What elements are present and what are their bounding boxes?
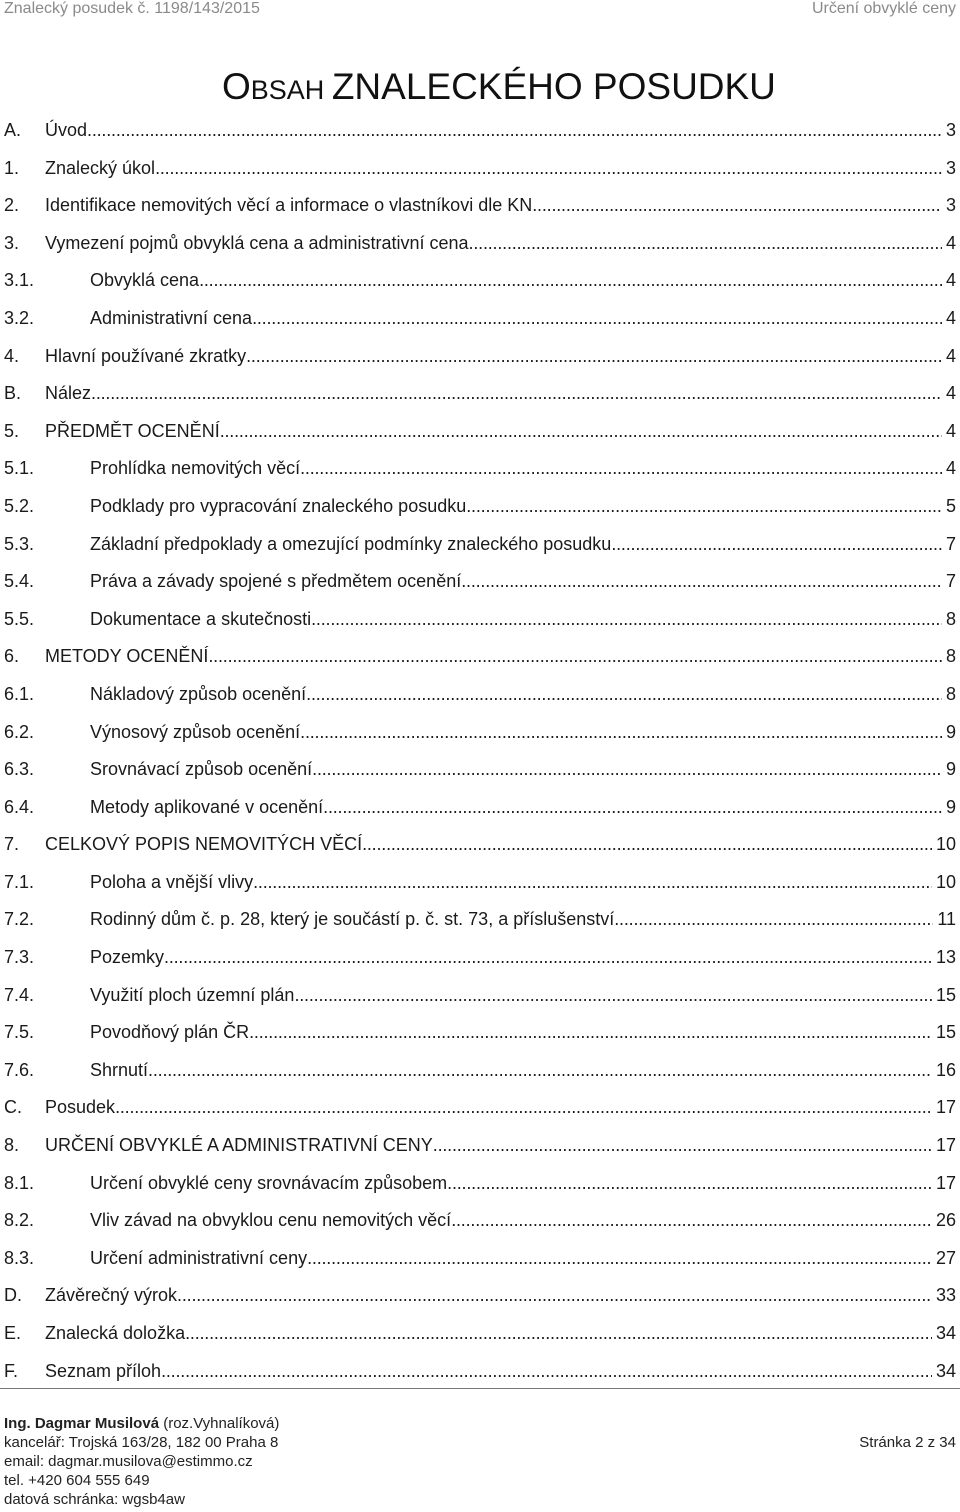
toc-dot-leader bbox=[208, 638, 942, 676]
title-small-caps: BSAH bbox=[250, 75, 332, 105]
toc-entry-line bbox=[90, 1165, 956, 1203]
toc-entry-number: 5.5. bbox=[4, 608, 35, 629]
toc-dot-leader bbox=[87, 112, 942, 150]
toc-entry-number: 7.4. bbox=[4, 984, 35, 1005]
toc-dot-leader bbox=[362, 826, 932, 864]
toc-dot-leader bbox=[300, 714, 942, 752]
toc-entry[interactable] bbox=[0, 751, 960, 789]
toc-entry-number: 4. bbox=[4, 345, 20, 366]
toc-entry-number: 7.5. bbox=[4, 1022, 35, 1043]
toc-entry-number: A. bbox=[4, 120, 22, 140]
toc-page-number: 15 bbox=[935, 984, 956, 1005]
toc-entry-line bbox=[90, 601, 956, 639]
toc-page-number: 16 bbox=[935, 1059, 956, 1080]
toc-page-number: 26 bbox=[935, 1210, 956, 1231]
toc-entry-number: F. bbox=[4, 1360, 19, 1381]
toc-entry-line bbox=[45, 1127, 956, 1165]
toc-entry-title: Metody aplikované v ocenění bbox=[90, 796, 324, 817]
toc-page-number: 8 bbox=[945, 646, 956, 667]
toc-page-number: 3 bbox=[945, 120, 956, 140]
toc-dot-leader bbox=[246, 338, 942, 376]
toc-entry-number: 2. bbox=[4, 195, 20, 216]
toc-entry[interactable] bbox=[0, 112, 960, 150]
toc-entry-line bbox=[90, 939, 956, 977]
toc-page-number: 4 bbox=[945, 420, 956, 441]
toc-entry-line bbox=[90, 1014, 956, 1052]
toc-page-number: 15 bbox=[935, 1022, 956, 1043]
toc-entry-line bbox=[90, 262, 956, 300]
toc-dot-leader bbox=[249, 1014, 932, 1052]
toc-dot-leader bbox=[447, 1165, 932, 1203]
toc-entry-number: 5.2. bbox=[4, 495, 35, 516]
toc-entry[interactable] bbox=[0, 150, 960, 188]
toc-entry[interactable] bbox=[0, 1165, 960, 1203]
toc-entry-line bbox=[90, 751, 956, 789]
toc-entry-number: 6.1. bbox=[4, 683, 35, 704]
toc-dot-leader bbox=[185, 1315, 932, 1353]
toc-entry-title: CELKOVÝ POPIS NEMOVITÝCH VĚCÍ bbox=[45, 834, 363, 855]
toc-entry-title: Poloha a vnější vlivy bbox=[90, 871, 254, 892]
toc-page-number: 3 bbox=[945, 157, 956, 178]
toc-entry-title: Dokumentace a skutečnosti bbox=[90, 608, 312, 629]
toc-entry-line bbox=[45, 150, 956, 188]
toc-entry[interactable] bbox=[0, 826, 960, 864]
toc-entry-title: Povodňový plán ČR bbox=[90, 1022, 250, 1043]
toc-dot-leader bbox=[312, 751, 942, 789]
toc-page-number: 5 bbox=[945, 495, 956, 516]
header-document-id: Znalecký posudek č. 1198/143/2015 bbox=[4, 0, 260, 17]
toc-entry-line bbox=[45, 413, 956, 451]
toc-entry-number: 6.4. bbox=[4, 796, 35, 817]
toc-entry-title: Vymezení pojmů obvyklá cena a administrativní cena bbox=[45, 232, 469, 253]
toc-dot-leader bbox=[461, 563, 942, 601]
toc-entry-line bbox=[45, 187, 956, 225]
toc-entry-title: Prohlídka nemovitých věcí bbox=[90, 458, 301, 479]
toc-entry-number: 7.6. bbox=[4, 1059, 35, 1080]
toc-page-number: 9 bbox=[945, 796, 956, 817]
toc-entry-title: Hlavní používané zkratky bbox=[45, 345, 247, 366]
toc-entry[interactable] bbox=[0, 676, 960, 714]
toc-page-number: 13 bbox=[935, 947, 956, 968]
toc-page-number: 4 bbox=[945, 458, 956, 479]
toc-page-number: 4 bbox=[945, 383, 956, 404]
toc-entry-number: 8.3. bbox=[4, 1247, 35, 1268]
page-number: Stránka 2 z 34 bbox=[859, 1434, 956, 1451]
toc-entry-line bbox=[45, 112, 956, 150]
toc-entry[interactable] bbox=[0, 638, 960, 676]
toc-dot-leader bbox=[611, 526, 942, 564]
toc-dot-leader bbox=[466, 488, 942, 526]
toc-dot-leader bbox=[115, 1089, 932, 1127]
toc-entry-title: Nákladový způsob ocenění bbox=[90, 683, 307, 704]
toc-entry-number: 5.1. bbox=[4, 458, 35, 479]
toc-entry[interactable] bbox=[0, 1014, 960, 1052]
toc-entry[interactable] bbox=[0, 225, 960, 263]
toc-entry-number: 6.2. bbox=[4, 721, 35, 742]
toc-dot-leader bbox=[451, 1202, 932, 1240]
toc-entry-line bbox=[90, 450, 956, 488]
author-maiden-name: (roz.Vyhnalíková) bbox=[163, 1415, 280, 1432]
toc-entry-line bbox=[45, 338, 956, 376]
toc-entry[interactable] bbox=[0, 375, 960, 413]
toc-page-number: 9 bbox=[945, 721, 956, 742]
toc-entry-title: Nález bbox=[45, 383, 92, 404]
toc-entry-number: 7.2. bbox=[4, 909, 35, 930]
toc-dot-leader bbox=[614, 901, 933, 939]
toc-page-number: 4 bbox=[945, 270, 956, 291]
toc-entry[interactable] bbox=[0, 1202, 960, 1240]
toc-entry[interactable] bbox=[0, 488, 960, 526]
toc-entry-title: Shrnutí bbox=[90, 1059, 149, 1080]
toc-entry-title: Určení obvyklé ceny srovnávacím způsobem bbox=[90, 1172, 448, 1193]
toc-entry[interactable] bbox=[0, 526, 960, 564]
toc-dot-leader bbox=[177, 1277, 932, 1315]
toc-entry-line bbox=[45, 638, 956, 676]
toc-entry-title: Posudek bbox=[45, 1097, 116, 1118]
toc-page-number: 3 bbox=[945, 195, 956, 216]
toc-entry-line bbox=[90, 789, 956, 827]
toc-dot-leader bbox=[469, 225, 942, 263]
toc-entry-line bbox=[90, 488, 956, 526]
toc-page-number: 34 bbox=[935, 1323, 956, 1343]
data-box: datová schránka: wgsb4aw bbox=[4, 1491, 185, 1508]
toc-dot-leader bbox=[252, 300, 942, 338]
toc-entry-title: METODY OCENĚNÍ bbox=[45, 646, 209, 667]
toc-page-number: 10 bbox=[935, 871, 956, 892]
toc-entry-line bbox=[90, 676, 956, 714]
toc-dot-leader bbox=[199, 262, 942, 300]
toc-entry-number: 1. bbox=[4, 157, 20, 178]
toc-dot-leader bbox=[532, 187, 942, 225]
toc-entry[interactable] bbox=[0, 1240, 960, 1278]
toc-entry-number: 6. bbox=[4, 646, 20, 667]
toc-entry[interactable] bbox=[0, 939, 960, 977]
toc-page-number: 8 bbox=[945, 608, 956, 629]
toc-page-number: 33 bbox=[935, 1285, 956, 1306]
toc-entry-line bbox=[90, 300, 956, 338]
toc-entry-title: Práva a závady spojené s předmětem ocenění bbox=[90, 571, 462, 592]
toc-entry[interactable] bbox=[0, 1353, 960, 1391]
toc-entry-number: 8.2. bbox=[4, 1210, 35, 1231]
header-section-title: Určení obvyklé ceny bbox=[811, 0, 956, 17]
toc-entry-title: Seznam příloh bbox=[45, 1360, 162, 1381]
toc-dot-leader bbox=[323, 789, 942, 827]
toc-entry-line bbox=[45, 375, 956, 413]
toc-entry-line bbox=[45, 1315, 956, 1353]
toc-entry-title: Základní předpoklady a omezující podmínky znaleckého posudku bbox=[90, 533, 612, 554]
page-footer bbox=[4, 1414, 279, 1509]
toc-entry-title: Administrativní cena bbox=[90, 307, 253, 328]
toc-page-number: 10 bbox=[935, 834, 956, 855]
toc-entry[interactable] bbox=[0, 450, 960, 488]
toc-entry[interactable] bbox=[0, 187, 960, 225]
toc-entry-number: 7.1. bbox=[4, 871, 35, 892]
toc-entry-line bbox=[45, 1089, 956, 1127]
toc-entry[interactable] bbox=[0, 601, 960, 639]
toc-entry-number: 7.3. bbox=[4, 947, 35, 968]
toc-entry-number: B. bbox=[4, 383, 22, 404]
toc-entry-title: Úvod bbox=[45, 120, 88, 140]
toc-page-number: 4 bbox=[945, 307, 956, 328]
toc-entry-number: 5.4. bbox=[4, 571, 35, 592]
toc-page-number: 8 bbox=[945, 683, 956, 704]
toc-entry-number: 7. bbox=[4, 834, 20, 855]
toc-page-number: 9 bbox=[945, 759, 956, 780]
toc-entry[interactable] bbox=[0, 714, 960, 752]
toc-entry-title: Určení administrativní ceny bbox=[90, 1247, 308, 1268]
contact-phone: tel. +420 604 555 649 bbox=[4, 1472, 150, 1489]
toc-entry-title: Znalecký úkol bbox=[45, 157, 156, 178]
toc-entry-title: URČENÍ OBVYKLÉ A ADMINISTRATIVNÍ CENY bbox=[45, 1135, 433, 1156]
toc-entry-number: C. bbox=[4, 1097, 22, 1118]
toc-page-number: 27 bbox=[935, 1247, 956, 1268]
office-address: kancelář: Trojská 163/28, 182 00 Praha 8 bbox=[4, 1434, 279, 1451]
toc-dot-leader bbox=[155, 150, 942, 188]
toc-page-number: 17 bbox=[935, 1097, 956, 1118]
toc-dot-leader bbox=[433, 1127, 932, 1165]
toc-entry-title: Rodinný dům č. p. 28, který je součástí p. č. st. 73, a příslušenství bbox=[90, 909, 615, 930]
toc-entry[interactable] bbox=[0, 262, 960, 300]
toc-dot-leader bbox=[306, 676, 942, 714]
toc-entry[interactable] bbox=[0, 1315, 960, 1353]
toc-entry-line bbox=[90, 526, 956, 564]
toc-entry-title: Podklady pro vypracování znaleckého posudku bbox=[90, 495, 467, 516]
toc-page-number: 34 bbox=[935, 1360, 956, 1381]
toc-entry-line bbox=[90, 864, 956, 902]
toc-entry[interactable] bbox=[0, 413, 960, 451]
toc-entry-title: Vliv závad na obvyklou cenu nemovitých věcí bbox=[90, 1210, 452, 1231]
toc-entry[interactable] bbox=[0, 1052, 960, 1090]
toc-entry-line bbox=[45, 1277, 956, 1315]
toc-page-number: 17 bbox=[935, 1172, 956, 1193]
author-name: Ing. Dagmar Musilová bbox=[4, 1415, 160, 1432]
contact-email: email: dagmar.musilova@estimmo.cz bbox=[4, 1453, 253, 1470]
toc-entry[interactable] bbox=[0, 1277, 960, 1315]
toc-entry-title: Výnosový způsob ocenění bbox=[90, 721, 301, 742]
toc-dot-leader bbox=[307, 1240, 932, 1278]
toc-entry[interactable] bbox=[0, 1127, 960, 1165]
toc-dot-leader bbox=[311, 601, 942, 639]
toc-entry-title: PŘEDMĚT OCENĚNÍ bbox=[45, 420, 220, 441]
toc-dot-leader bbox=[164, 939, 932, 977]
toc-dot-leader bbox=[294, 977, 932, 1015]
toc-entry[interactable] bbox=[0, 977, 960, 1015]
toc-entry-line bbox=[90, 1052, 956, 1090]
toc-dot-leader bbox=[300, 450, 942, 488]
toc-entry[interactable] bbox=[0, 789, 960, 827]
toc-entry-line bbox=[90, 977, 956, 1015]
toc-page-number: 4 bbox=[945, 232, 956, 253]
toc-dot-leader bbox=[220, 413, 942, 451]
toc-entry[interactable] bbox=[0, 1089, 960, 1127]
page-title bbox=[222, 66, 776, 108]
toc-entry[interactable] bbox=[0, 563, 960, 601]
toc-page-number: 11 bbox=[937, 909, 956, 930]
toc-entry-number: 3. bbox=[4, 232, 20, 253]
title-lead-letter: O bbox=[222, 66, 251, 107]
toc-entry-number: 6.3. bbox=[4, 759, 35, 780]
toc-entry-title: Znalecká doložka bbox=[45, 1323, 186, 1343]
toc-entry-line bbox=[45, 826, 956, 864]
toc-entry[interactable] bbox=[0, 901, 960, 939]
toc-entry-title: Závěrečný výrok bbox=[45, 1285, 178, 1306]
toc-entry-number: E. bbox=[4, 1323, 22, 1343]
toc-page-number: 7 bbox=[945, 533, 956, 554]
title-main: ZNALECKÉHO POSUDKU bbox=[331, 66, 776, 107]
toc-entry-number: 3.1. bbox=[4, 270, 35, 291]
toc-entry-number: 8. bbox=[4, 1135, 20, 1156]
toc-entry-line bbox=[45, 225, 956, 263]
toc-page-number: 4 bbox=[945, 345, 956, 366]
toc-entry-title: Využití ploch územní plán bbox=[90, 984, 295, 1005]
table-of-contents bbox=[0, 112, 960, 1390]
footer-divider bbox=[0, 1388, 960, 1389]
toc-entry-line bbox=[45, 1353, 956, 1391]
toc-entry-line bbox=[90, 714, 956, 752]
toc-entry-title: Identifikace nemovitých věcí a informace o vlastníkovi dle KN bbox=[45, 195, 533, 216]
toc-entry-number: 5. bbox=[4, 420, 20, 441]
toc-dot-leader bbox=[91, 375, 942, 413]
toc-entry-number: 3.2. bbox=[4, 307, 35, 328]
toc-entry-line bbox=[90, 901, 956, 939]
toc-entry[interactable] bbox=[0, 338, 960, 376]
toc-entry-number: D. bbox=[4, 1285, 22, 1306]
toc-entry-line bbox=[90, 1202, 956, 1240]
toc-page-number: 7 bbox=[945, 571, 956, 592]
toc-entry-line bbox=[90, 563, 956, 601]
toc-dot-leader bbox=[148, 1052, 932, 1090]
toc-entry-line bbox=[90, 1240, 956, 1278]
toc-entry-number: 5.3. bbox=[4, 533, 35, 554]
toc-entry-title: Pozemky bbox=[90, 947, 165, 968]
toc-entry[interactable] bbox=[0, 300, 960, 338]
page-header bbox=[0, 0, 960, 22]
toc-entry[interactable] bbox=[0, 864, 960, 902]
toc-page-number: 17 bbox=[935, 1135, 956, 1156]
toc-entry-title: Obvyklá cena bbox=[90, 270, 200, 291]
toc-entry-title: Srovnávací způsob ocenění bbox=[90, 759, 313, 780]
toc-dot-leader bbox=[161, 1353, 932, 1391]
toc-dot-leader bbox=[253, 864, 932, 902]
toc-entry-number: 8.1. bbox=[4, 1172, 35, 1193]
